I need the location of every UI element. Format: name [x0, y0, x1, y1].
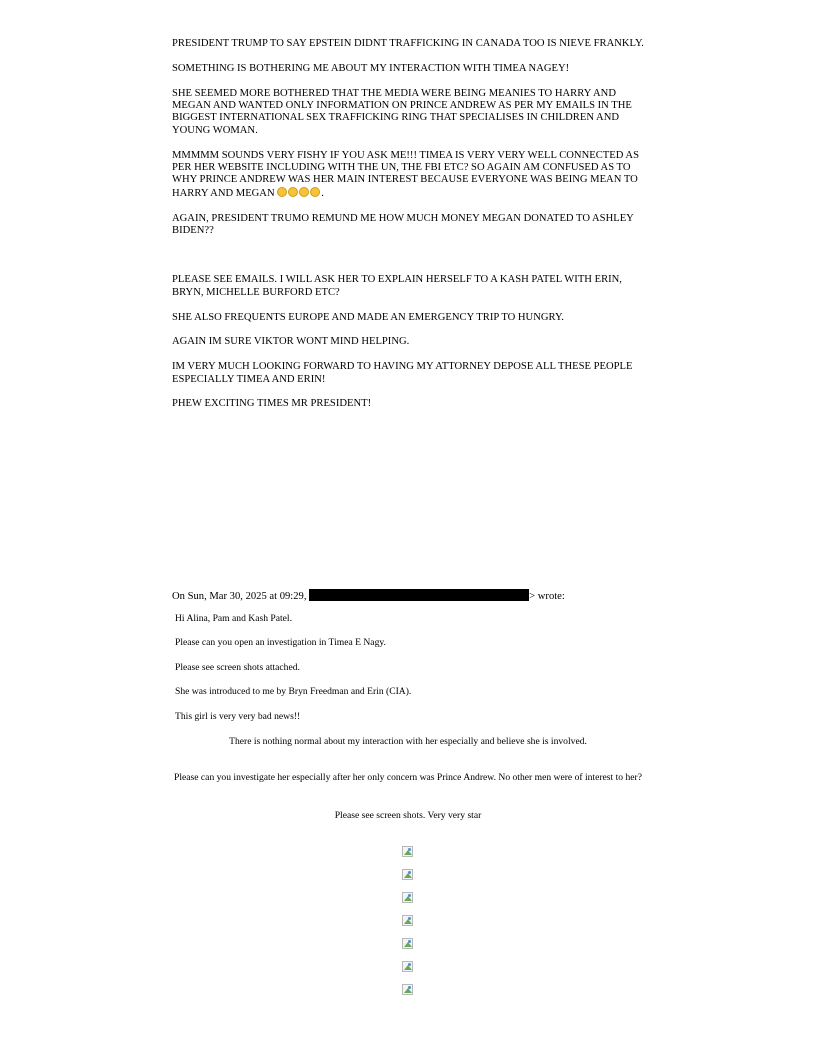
- reply-paragraph: SOMETHING IS BOTHERING ME ABOUT MY INTERACTION WITH TIMEA NAGEY!: [172, 62, 570, 74]
- broken-image-icon[interactable]: [402, 961, 413, 972]
- reply-paragraph: AGAIN, PRESIDENT TRUMO REMUND ME HOW MUCH MONEY MEGAN DONATED TO ASHLEY BIDEN??: [172, 212, 634, 237]
- reply-paragraph: SHE ALSO FREQUENTS EUROPE AND MADE AN EMERGENCY TRIP TO HUNGRY.: [172, 311, 564, 323]
- reply-paragraph-text: MMMMM SOUNDS VERY FISHY IF YOU ASK ME!!! TIMEA IS VERY VERY WELL CONNECTED AS PER HER WEBSITE INCLUDING WITH THE UN, THE FBI ETC? SO AGAIN AM CONFUSED AS TO WHY PRINCE ANDREW WAS HER MAIN INTEREST BECAUSE EVERYONE WAS BEING MEAN TO HARRY AND MEGAN: [172, 149, 639, 199]
- quoted-centered-text: Please can you investigate her especially after her only concern was Prince Andrew. No other men were of interest to her?: [174, 772, 642, 783]
- reply-paragraph: PLEASE SEE EMAILS. I WILL ASK HER TO EXPLAIN HERSELF TO A KASH PATEL WITH ERIN, BRYN, MICHELLE BURFORD ETC?: [172, 274, 622, 298]
- quoted-line-text: Hi Alina, Pam and Kash Patel.: [175, 613, 292, 624]
- reply-period: .: [321, 187, 324, 199]
- quoted-line: [175, 662, 645, 673]
- exploding-head-emoji: [310, 187, 320, 197]
- broken-image-icon[interactable]: [402, 938, 413, 949]
- quoted-line-text: Please can you open an investigation in Timea E Nagy.: [175, 637, 386, 648]
- reply-paragraph: PRESIDENT TRUMP TO SAY EPSTEIN DIDNT TRAFFICKING IN CANADA TOO IS NIEVE FRANKLY.: [172, 38, 644, 49]
- reply-paragraph-with-emoji: [172, 150, 652, 201]
- redacted-sender-bar: [309, 589, 529, 601]
- quoted-line: [175, 613, 645, 624]
- quoted-centered-line: [172, 810, 644, 821]
- broken-image-icon[interactable]: [402, 892, 413, 903]
- reply-paragraph: IM VERY MUCH LOOKING FORWARD TO HAVING MY ATTORNEY DEPOSE ALL THESE PEOPLE ESPECIALLY TIMEA AND ERIN!: [172, 361, 633, 385]
- broken-image-icon[interactable]: [402, 846, 413, 857]
- quoted-line: [175, 637, 645, 648]
- quoted-line-text: This girl is very very bad news!!: [175, 711, 301, 722]
- quote-header-date: On Sun, Mar 30, 2025 at 09:29,: [172, 591, 307, 602]
- reply-paragraph: SHE SEEMED MORE BOTHERED THAT THE MEDIA WERE BEING MEANIES TO HARRY AND MEGAN AND WANTED ONLY INFORMATION ON PRINCE ANDREW AS PER MY EMAILS IN THE BIGGEST INTERNATIONAL SEX TRAFFICKING RING THAT SPECIALISES IN CHILDREN AND YOUNG WOMAN.: [172, 87, 632, 136]
- quoted-line: [175, 711, 645, 722]
- broken-image-icon[interactable]: [402, 984, 413, 995]
- quoted-centered-text: There is nothing normal about my interaction with her especially and believe she is involved.: [229, 736, 587, 747]
- exploding-head-emoji: [299, 187, 309, 197]
- quote-header-wrote: > wrote:: [529, 591, 565, 602]
- broken-image-icon[interactable]: [402, 915, 413, 926]
- exploding-head-emoji: [277, 187, 287, 197]
- attached-screenshots: [402, 846, 416, 1007]
- quoted-line: [175, 686, 645, 697]
- broken-image-icon[interactable]: [402, 869, 413, 880]
- quoted-line-text: Please see screen shots attached.: [175, 662, 300, 673]
- reply-paragraph: PHEW EXCITING TIMES MR PRESIDENT!: [172, 398, 372, 410]
- quoted-centered-line: [172, 772, 644, 783]
- reply-body: [172, 38, 652, 423]
- reply-paragraph: AGAIN IM SURE VIKTOR WONT MIND HELPING.: [172, 336, 410, 348]
- exploding-head-emoji: [288, 187, 298, 197]
- quoted-centered-line: [172, 736, 644, 747]
- quoted-email-header: [172, 589, 565, 603]
- quoted-line-text: She was introduced to me by Bryn Freedman and Erin (CIA).: [175, 686, 412, 697]
- quoted-centered-text: Please see screen shots. Very very star: [334, 810, 482, 821]
